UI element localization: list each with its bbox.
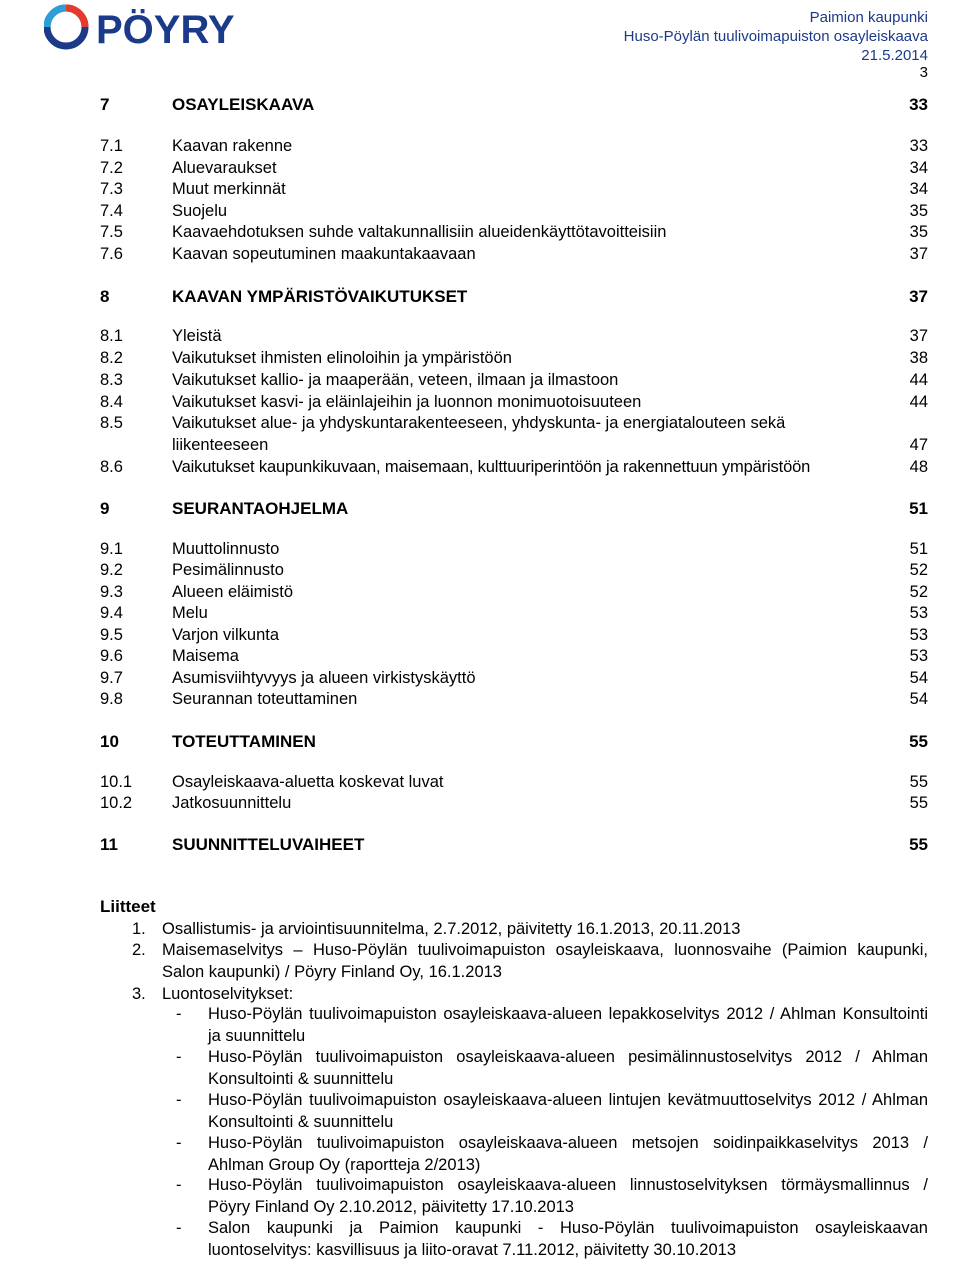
toc-page: 54: [909, 690, 928, 708]
dash-bullet: -: [176, 1091, 182, 1109]
toc-title: Jatkosuunnittelu: [172, 794, 292, 812]
toc-page: 52: [909, 561, 928, 579]
toc-page: 44: [909, 393, 928, 411]
toc-number: 7.2: [100, 159, 123, 177]
document-header: [624, 8, 928, 65]
toc-page: 44: [909, 371, 928, 389]
attachment-text: Luontoselvitykset:: [162, 985, 294, 1003]
toc-title: Pesimälinnusto: [172, 561, 284, 579]
toc-number: 8.5: [100, 414, 123, 432]
toc-number: 9: [100, 499, 110, 518]
attachment-sub-text: Huso-Pöylän tuulivoimapuiston osayleiskaava-alueen lepakkoselvitys 2012 / Ahlman Konsultointi ja suunnittelu: [208, 1005, 928, 1045]
toc-title: KAAVAN YMPÄRISTÖVAIKUTUKSET: [172, 287, 468, 306]
toc-page: 51: [909, 499, 928, 518]
toc-page: 55: [909, 773, 928, 791]
poyry-logo-mark: [44, 4, 274, 50]
toc-page: 55: [909, 794, 928, 812]
toc-page: 53: [909, 626, 928, 644]
toc-title: Vaikutukset ihmisten elinoloihin ja ympäristöön: [172, 349, 512, 367]
toc-number: 9.6: [100, 647, 123, 665]
toc-page: 53: [909, 647, 928, 665]
header-date: 21.5.2014: [861, 47, 928, 64]
toc-number: 7.1: [100, 137, 123, 155]
toc-page: 51: [909, 540, 928, 558]
toc-page: 55: [909, 732, 928, 751]
attachment-number: 1.: [132, 920, 146, 938]
attachment-sub-text: Huso-Pöylän tuulivoimapuiston osayleiskaava-alueen lintujen kevätmuuttoselvitys 2012 / Ahlman Konsultointi & suunnittelu: [208, 1091, 928, 1131]
attachment-sub-text: Huso-Pöylän tuulivoimapuiston osayleiskaava-alueen pesimälinnustoselvitys 2012 / Ahlman Konsultointi & suunnittelu: [208, 1048, 928, 1088]
dash-bullet: -: [176, 1176, 182, 1194]
toc-page: 34: [909, 159, 928, 177]
toc-number: 7.5: [100, 223, 123, 241]
toc-number: 11: [100, 835, 118, 854]
toc-number: 7.4: [100, 202, 123, 220]
toc-page: 34: [909, 180, 928, 198]
toc-page: 37: [909, 327, 928, 345]
toc-number: 10.1: [100, 773, 133, 791]
attachment-number: 3.: [132, 985, 146, 1003]
toc-title: Asumisviihtyvyys ja alueen virkistyskäyttö: [172, 669, 476, 687]
toc-title: Vaikutukset kasvi- ja eläinlajeihin ja luonnon monimuotoisuuteen: [172, 393, 642, 411]
toc-title: Vaikutukset kaupunkikuvaan, maisemaan, kulttuuriperintöön ja rakennettuun ympäristöön: [172, 458, 811, 476]
toc-title: TOTEUTTAMINEN: [172, 732, 316, 751]
toc-number: 9.2: [100, 561, 123, 579]
toc-title: Varjon vilkunta: [172, 626, 280, 644]
toc-title-continued: liikenteeseen: [172, 436, 269, 454]
toc-number: 8.2: [100, 349, 123, 367]
header-client: Paimion kaupunki: [809, 9, 928, 26]
toc-title: Osayleiskaava-aluetta koskevat luvat: [172, 773, 444, 791]
toc-number: 8.1: [100, 327, 123, 345]
toc-page: 52: [909, 583, 928, 601]
toc-page: 54: [909, 669, 928, 687]
toc-page: 55: [909, 835, 928, 854]
toc-title: OSAYLEISKAAVA: [172, 95, 315, 114]
toc-title: Seurannan toteuttaminen: [172, 690, 358, 708]
toc-number: 10: [100, 732, 119, 751]
toc-number: 9.3: [100, 583, 123, 601]
toc-page: 35: [909, 223, 928, 241]
toc-title: Yleistä: [172, 327, 222, 345]
toc-page: 33: [909, 95, 928, 114]
toc-title: Aluevaraukset: [172, 159, 277, 177]
toc-page: 47: [909, 436, 928, 454]
attachment-text: Maisemaselvitys – Huso-Pöylän tuulivoimapuiston osayleiskaava, luonnosvaihe (Paimion kaupunki, Salon kaupunki) / Pöyry Finland Oy, 16.1.2013: [162, 941, 928, 981]
toc-page: 38: [909, 349, 928, 367]
toc-title: SEURANTAOHJELMA: [172, 499, 349, 518]
toc-number: 10.2: [100, 794, 133, 812]
toc-title: Maisema: [172, 647, 239, 665]
toc-number: 8.6: [100, 458, 123, 476]
toc-number: 8.4: [100, 393, 123, 411]
toc-title: Melu: [172, 604, 208, 622]
dash-bullet: -: [176, 1134, 182, 1152]
toc-page: 48: [909, 458, 928, 476]
toc-page: 35: [909, 202, 928, 220]
toc-number: 9.1: [100, 540, 123, 558]
toc-page: 37: [909, 287, 928, 306]
toc-page: 33: [909, 137, 928, 155]
toc-number: 9.8: [100, 690, 123, 708]
toc-number: 7: [100, 95, 110, 114]
attachment-sub-text: Huso-Pöylän tuulivoimapuiston osayleiskaava-alueen metsojen soidinpaikkaselvitys 2013 / Ahlman Group Oy (raportteja 2/2013): [208, 1134, 928, 1174]
toc-number: 8: [100, 287, 110, 306]
toc-page: 37: [909, 245, 928, 263]
toc-title: Alueen eläimistö: [172, 583, 294, 601]
attachment-number: 2.: [132, 941, 146, 959]
toc-number: 7.3: [100, 180, 123, 198]
page-number: 3: [919, 64, 928, 81]
attachment-sub-text: Salon kaupunki ja Paimion kaupunki - Huso-Pöylän tuulivoimapuiston osayleiskaavan luontoselvitys: kasvillisuus ja liito-oravat 7.11.2012, päivitetty 30.10.2013: [208, 1219, 928, 1259]
attachment-text: Osallistumis- ja arviointisuunnitelma, 2.7.2012, päivitetty 16.1.2013, 20.11.2013: [162, 920, 741, 938]
header-project: Huso-Pöylän tuulivoimapuiston osayleiskaava: [623, 28, 928, 45]
attachments-heading: Liitteet: [100, 897, 156, 916]
toc-number: 9.4: [100, 604, 123, 622]
poyry-logo: [44, 4, 274, 50]
dash-bullet: -: [176, 1048, 182, 1066]
toc-number: 9.7: [100, 669, 123, 687]
toc-title: SUUNNITTELUVAIHEET: [172, 835, 365, 854]
logo-text: PÖYRY: [96, 8, 235, 50]
toc-title: Kaavan rakenne: [172, 137, 293, 155]
toc-number: 8.3: [100, 371, 123, 389]
dash-bullet: -: [176, 1005, 182, 1023]
toc-number: 9.5: [100, 626, 123, 644]
toc-title: Vaikutukset alue- ja yhdyskuntarakenteeseen, yhdyskunta- ja energiatalouteen sekä: [172, 414, 786, 432]
toc-title: Suojelu: [172, 202, 228, 220]
attachment-sub-text: Huso-Pöylän tuulivoimapuiston osayleiskaava-alueen linnustoselvityksen törmäysmallinnus / Pöyry Finland Oy 2.10.2012, päivitetty 17.10.2013: [208, 1176, 928, 1216]
toc-title: Kaavan sopeutuminen maakuntakaavaan: [172, 245, 476, 263]
toc-title: Vaikutukset kallio- ja maaperään, veteen, ilmaan ja ilmastoon: [172, 371, 619, 389]
toc-page: 53: [909, 604, 928, 622]
toc-title: Muut merkinnät: [172, 180, 286, 198]
toc-number: 7.6: [100, 245, 123, 263]
toc-title: Kaavaehdotuksen suhde valtakunnallisiin alueidenkäyttötavoitteisiin: [172, 223, 667, 241]
dash-bullet: -: [176, 1219, 182, 1237]
toc-title: Muuttolinnusto: [172, 540, 280, 558]
